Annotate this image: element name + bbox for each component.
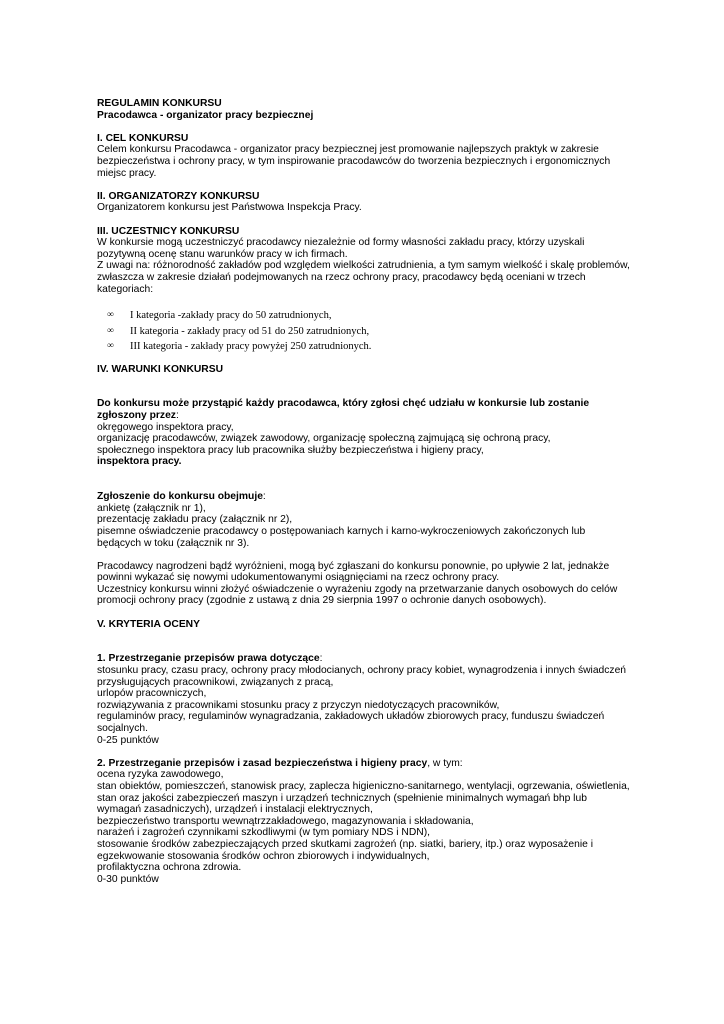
- criterion-2-points: 0-30 punktów: [97, 873, 159, 885]
- criterion-2-line-3: stan oraz jakości zabezpieczeń maszyn i urządzeń technicznych (spełnienie minimalnych wymagań bhp lub wymagań zasadniczych), urządzeń i instalacji elektrycznych,: [97, 792, 587, 816]
- section-2-heading: II. ORGANIZATORZY KONKURSU: [97, 190, 260, 202]
- criterion-1-line-4: regulaminów pracy, regulaminów wynagradzania, zakładowych układów zbiorowych pracy, funduszu świadczeń socjalnych.: [97, 711, 605, 734]
- submission-line-3: pisemne oświadczenie pracodawcy o postępowaniach karnych i karno-wykroczeniowych zakończonych lub będących w toku (załącznik nr 3).: [97, 525, 586, 549]
- document-title: REGULAMIN KONKURSU: [97, 98, 222, 109]
- criterion-1-heading-bold: 1. Przestrzeganie przepisów prawa dotyczące: [97, 653, 320, 665]
- submission-line-1: ankietę (załącznik nr 1),: [97, 502, 206, 514]
- infinity-bullet-icon: ∞: [107, 325, 114, 336]
- document-subtitle: Pracodawca - organizator pracy bezpiecznej: [97, 109, 314, 121]
- section-5-heading: V. KRYTERIA OCENY: [97, 618, 200, 630]
- section-2-text: Organizatorem konkursu jest Państwowa Inspekcja Pracy.: [97, 202, 362, 214]
- criterion-2-line-7: profilaktyczna ochrona zdrowia.: [97, 862, 242, 874]
- category-list: [97, 308, 632, 355]
- criterion-2-line-6: stosowanie środków zabezpieczających przed skutkami zagrożeń (np. siatki, bariery, itp.) oraz wyposażenie i egzekwowanie stosowania środków ochron zbiorowych i indywidualnych,: [97, 838, 593, 862]
- section-4-paragraph-1: Pracodawcy nagrodzeni bądź wyróżnieni, mogą być zgłaszani do konkursu ponownie, po upływie 2 lat, jednakże powinni wykazać się nowymi udokumentowanymi osiągnięciami na rzecz ochrony pracy.: [97, 560, 610, 584]
- section-3-text-1: W konkursie mogą uczestniczyć pracodawcy niezależnie od formy własności zakładu pracy, którzy uzyskali pozytywną ocenę stanu warunków pracy w ich firmach.: [97, 237, 585, 260]
- criterion-2-heading: [97, 758, 632, 770]
- submission-line-2: prezentację zakładu pracy (załącznik nr 2),: [97, 514, 293, 526]
- list-item: [97, 308, 632, 324]
- section-4-paragraph-2: Uczestnicy konkursu winni złożyć oświadczenie o wyrażeniu zgody na przetwarzanie danych osobowych do celów promocji ochrony pracy (zgodnie z ustawą z dnia 29 sierpnia 1997 o ochronie danych osobowych).: [97, 583, 618, 607]
- category-3: III kategoria - zakłady pracy powyżej 250 zatrudnionych.: [130, 341, 372, 353]
- category-2: II kategoria - zakłady pracy od 51 do 250 zatrudnionych,: [130, 325, 370, 337]
- criterion-2-line-4: bezpieczeństwo transportu wewnątrzzakładowego, magazynowania i składowania,: [97, 815, 474, 827]
- document-page: [97, 98, 632, 885]
- list-item: [97, 339, 632, 355]
- section-3-text-2: Z uwagi na: różnorodność zakładów pod względem wielkości zatrudnienia, a tym samym wielkość i skalę problemów, zwłaszcza w zakresie działań podejmowanych na rzecz ochrony pracy, pracodawcy będą oceniani w trzech kategoriach:: [97, 260, 630, 295]
- criterion-2-line-1: ocena ryzyka zawodowego,: [97, 769, 224, 781]
- criterion-1-heading-colon: :: [319, 653, 323, 665]
- criterion-2-line-5: narażeń i zagrożeń czynnikami szkodliwymi (w tym pomiary NDS i NDN),: [97, 827, 431, 839]
- infinity-bullet-icon: ∞: [107, 341, 114, 352]
- criterion-1-line-2: urlopów pracowniczych,: [97, 688, 207, 700]
- criterion-1-line-3: rozwiązywania z pracownikami stosunku pracy z przyczyn niedotyczących pracowników,: [97, 699, 500, 711]
- section-1-text: Celem konkursu Pracodawca - organizator pracy bezpiecznej jest promowanie najlepszych praktyk w zakresie bezpieczeństwa i ochrony pracy, w tym inspirowanie pracodawców do tworzenia bezpiecznych i ergonomicznych miejsc pracy.: [97, 144, 611, 179]
- section-4-intro: [97, 398, 632, 421]
- criterion-2-heading-rest: , w tym:: [427, 757, 463, 769]
- section-1-heading: I. CEL KONKURSU: [97, 132, 189, 144]
- criterion-2-line-2: stan obiektów, pomieszczeń, stanowisk pracy, zaplecza higieniczno-sanitarnego, wentylacji, ogrzewania, oświetlenia,: [97, 780, 630, 792]
- submission-heading-colon: :: [262, 491, 266, 503]
- criterion-1-heading: [97, 653, 632, 665]
- criterion-2-heading-bold: 2. Przestrzeganie przepisów i zasad bezpieczeństwa i higieny pracy: [97, 757, 428, 769]
- category-1: I kategoria -zakłady pracy do 50 zatrudnionych,: [130, 310, 332, 322]
- submission-heading: [97, 491, 632, 503]
- section-4-line-4: inspektora pracy.: [97, 456, 182, 468]
- section-4-line-1: okręgowego inspektora pracy,: [97, 421, 234, 433]
- criterion-1-line-1: stosunku pracy, czasu pracy, ochrony pracy młodocianych, ochrony pracy kobiet, wynagrodzenia i innych świadczeń przysługujących pracownikowi, związanych z pracą,: [97, 665, 627, 688]
- criterion-1-points: 0-25 punktów: [97, 734, 159, 746]
- infinity-bullet-icon: ∞: [107, 310, 114, 321]
- list-item: [97, 324, 632, 340]
- section-4-heading: IV. WARUNKI KONKURSU: [97, 363, 224, 375]
- section-4-line-3: społecznego inspektora pracy lub pracownika służby bezpieczeństwa i higieny pracy,: [97, 444, 484, 456]
- section-4-line-2: organizację pracodawców, związek zawodowy, organizację społeczną zajmującą się ochroną pracy,: [97, 433, 551, 445]
- submission-heading-bold: Zgłoszenie do konkursu obejmuje: [97, 491, 263, 503]
- section-4-intro-colon: :: [175, 409, 179, 421]
- section-4-intro-bold: Do konkursu może przystąpić każdy pracodawca, który zgłosi chęć udziału w konkursie lub zostanie zgłoszony przez: [97, 398, 590, 421]
- section-3-heading: III. UCZESTNICY KONKURSU: [97, 225, 240, 237]
